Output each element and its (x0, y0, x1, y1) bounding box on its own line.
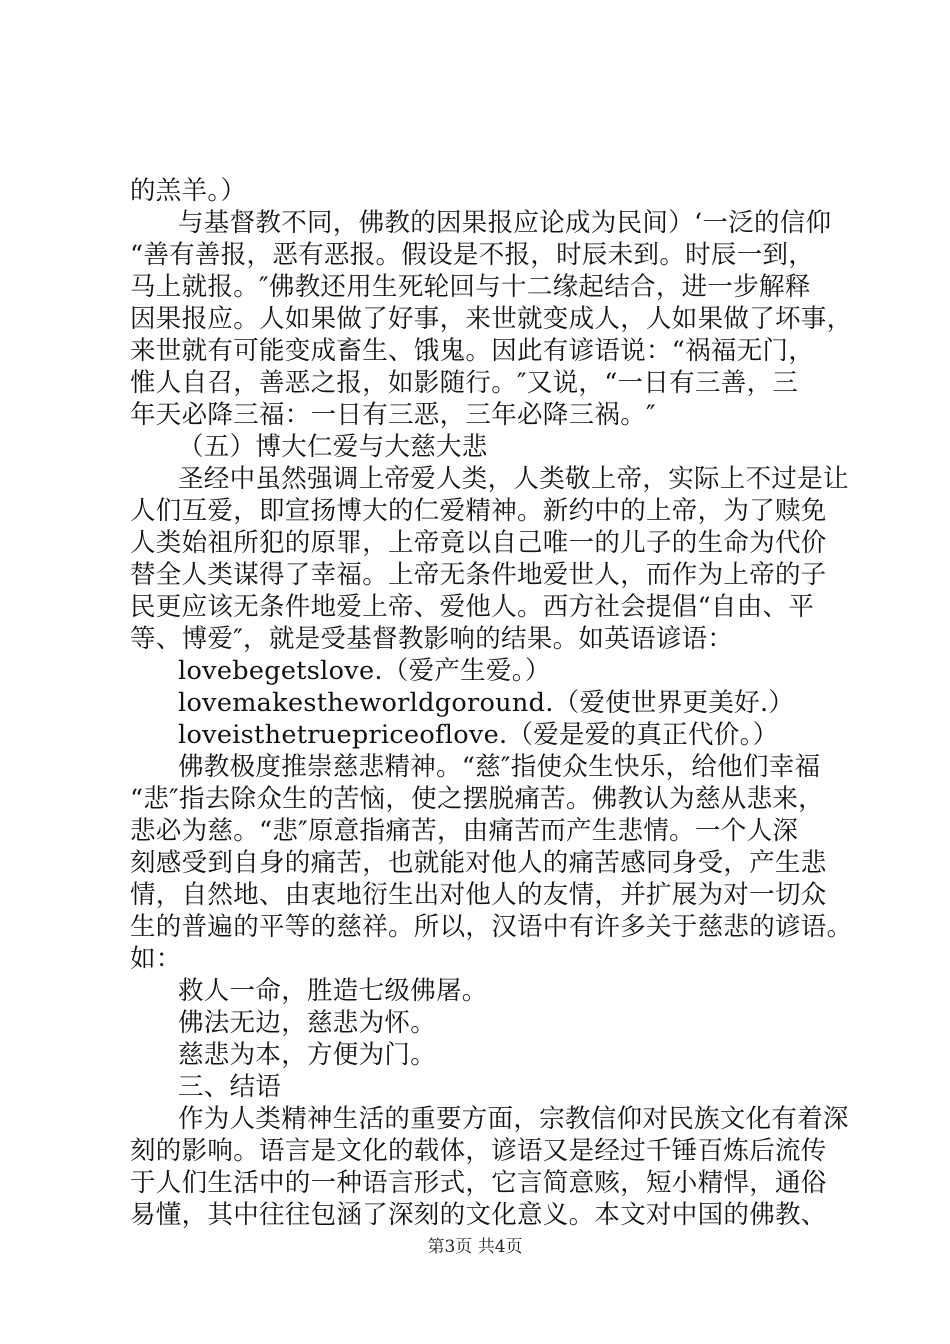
text-line: 人们互爱，即宣扬博大的仁爱精神。新约中的上帝，为了赎免 (130, 496, 827, 526)
text-line: 悲必为慈。“悲″原意指痛苦，由痛苦而产生悲情。一个人深 (130, 816, 799, 846)
page-number-footer: 第3页 共4页 (427, 1237, 523, 1257)
text-line: 惟人自召，善恶之报，如影随行。″又说，“一日有三善，三 (130, 368, 799, 398)
text-line: 如： (130, 944, 182, 974)
section-heading: 三、结语 (178, 1072, 282, 1102)
text-line: 的羔羊。） (130, 176, 247, 206)
text-line: 刻的影响。语言是文化的载体，谚语又是经过千锤百炼后流传 (130, 1136, 827, 1166)
text-line: 于人们生活中的一种语言形式，它言简意赅，短小精悍，通俗 (130, 1168, 827, 1198)
section-heading: （五）博大仁爱与大慈大悲 (178, 432, 488, 462)
text-line: 与基督教不同，佛教的因果报应论成为民间）‘一泛的信仰 (178, 208, 832, 238)
text-line: 年天必降三福：一日有三恶，三年必降三祸。″ (130, 400, 656, 430)
proverb-line: 救人一命，胜造七级佛屠。 (178, 976, 488, 1006)
text-line: 生的普遍的平等的慈祥。所以，汉语中有许多关于慈悲的谚语。 (130, 912, 853, 942)
text-line: 因果报应。人如果做了好事，来世就变成人，人如果做了坏事， (130, 304, 853, 334)
proverb-line: 佛法无边，慈悲为怀。 (178, 1008, 437, 1038)
text-line: 来世就有可能变成畜生、饿鬼。因此有谚语说：“祸福无门， (130, 336, 815, 366)
proverb-line: lovebegetslove.（爱产生爱。） (178, 656, 551, 686)
proverb-line: loveisthetruepriceoflove.（爱是爱的真正代价。） (178, 720, 779, 750)
text-line: 易懂，其中往往包涵了深刻的文化意义。本文对中国的佛教、 (130, 1200, 827, 1230)
text-line: 人类始祖所犯的原罪，上帝竟以自己唯一的儿子的生命为代价 (130, 528, 827, 558)
text-line: “善有善报，恶有恶报。假设是不报，时辰未到。时辰一到， (130, 240, 815, 270)
text-line: 作为人类精神生活的重要方面，宗教信仰对民族文化有着深 (178, 1104, 849, 1134)
text-line: 情，自然地、由衷地衍生出对他人的友情，并扩展为对一切众 (130, 880, 827, 910)
text-line: 佛教极度推崇慈悲精神。“慈″指使众生快乐，给他们幸福 (178, 752, 821, 782)
text-line: 替全人类谋得了幸福。上帝无条件地爱世人，而作为上帝的子 (130, 560, 827, 590)
text-line: 刻感受到自身的痛苦，也就能对他人的痛苦感同身受，产生悲 (130, 848, 827, 878)
text-line: 等、博爱″，就是受基督教影响的结果。如英语谚语： (130, 624, 734, 654)
text-line: 马上就报。″佛教还用生死轮回与十二缘起结合，进一步解释 (130, 272, 811, 302)
text-line: “悲″指去除众生的苦恼，使之摆脱痛苦。佛教认为慈从悲来， (130, 784, 824, 814)
text-line: 民更应该无条件地爱上帝、爱他人。西方社会提倡“自由、平 (130, 592, 815, 622)
proverb-line: 慈悲为本，方便为门。 (178, 1040, 437, 1070)
proverb-line: lovemakestheworldgoround.（爱使世界更美好.） (178, 688, 795, 718)
text-line: 圣经中虽然强调上帝爱人类，人类敬上帝，实际上不过是让 (178, 464, 849, 494)
